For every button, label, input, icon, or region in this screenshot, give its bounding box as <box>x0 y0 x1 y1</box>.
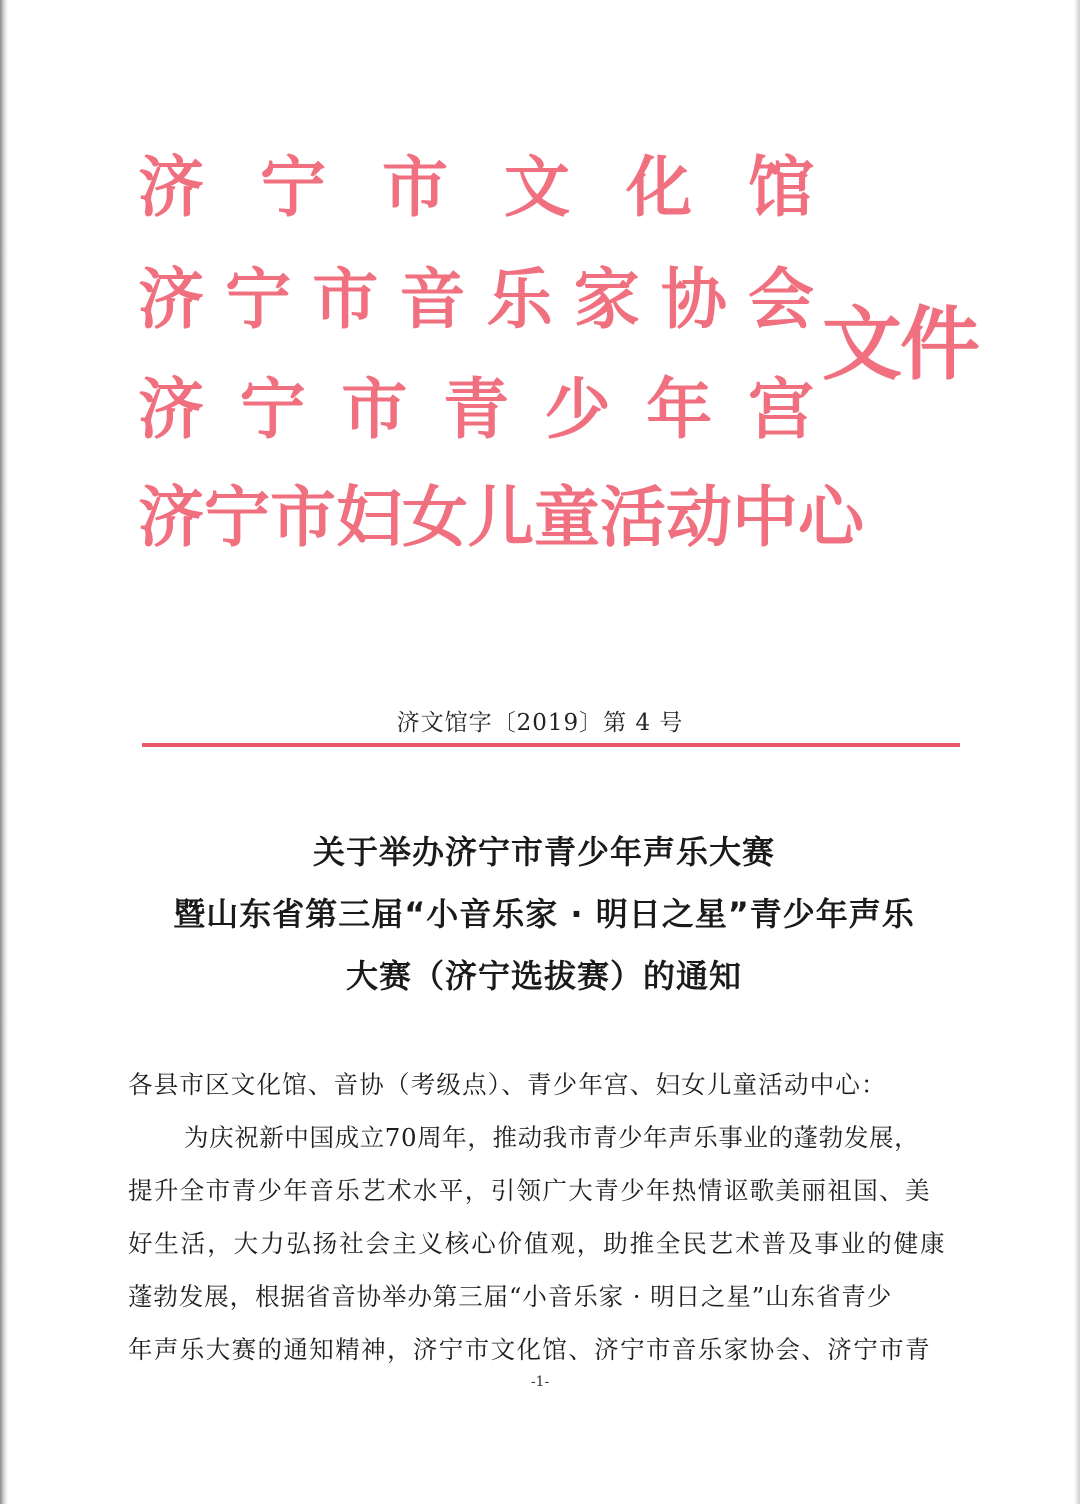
org-char: 宁 <box>260 149 326 226</box>
org-char: 馆 <box>748 149 814 226</box>
body-text-line: 为庆祝新中国成立70周年，推动我市青少年声乐事业的蓬勃发展， <box>184 1123 920 1152</box>
page-number: -1- <box>530 1374 550 1390</box>
org-char: 青 <box>442 371 509 448</box>
issuing-org-line-1 <box>138 150 814 226</box>
org-char: 协 <box>660 261 727 338</box>
org-char: 中 <box>732 479 798 556</box>
org-char: 动 <box>666 479 732 556</box>
org-char: 家 <box>573 261 640 338</box>
org-char: 女 <box>402 479 468 556</box>
org-char: 济 <box>138 261 204 338</box>
org-char: 心 <box>798 479 864 556</box>
red-separator-line <box>142 743 960 747</box>
body-text-line: 蓬勃发展，根据省音协举办第三届“小音乐家 · 明日之星”山东省青少 <box>128 1282 893 1311</box>
body-text-line: 提升全市青少年音乐艺术水平，引领广大青少年热情讴歌美丽祖国、美 <box>128 1176 931 1205</box>
org-char: 济 <box>138 371 204 448</box>
org-char: 济 <box>138 479 204 556</box>
org-char: 活 <box>600 479 666 556</box>
body-text-line: 好生活，大力弘扬社会主义核心价值观，助推全民艺术普及事业的健康 <box>128 1229 947 1258</box>
org-char: 市 <box>312 261 379 338</box>
issuing-org-line-4 <box>138 479 864 556</box>
org-char: 化 <box>626 149 692 226</box>
org-char: 文 <box>504 149 570 226</box>
org-char: 童 <box>534 479 600 556</box>
org-char: 年 <box>646 371 713 448</box>
org-char: 市 <box>270 479 336 556</box>
issuing-org-line-2 <box>138 262 814 338</box>
notice-title-line-1: 关于举办济宁市青少年声乐大赛 <box>312 833 775 871</box>
org-char: 少 <box>544 371 611 448</box>
org-char: 音 <box>399 261 466 338</box>
org-char: 市 <box>341 371 408 448</box>
org-char: 济 <box>138 149 204 226</box>
org-char: 宫 <box>747 371 814 448</box>
org-char: 乐 <box>486 261 553 338</box>
org-char: 儿 <box>468 479 534 556</box>
notice-title-line-3: 大赛（济宁选拔赛）的通知 <box>345 957 742 995</box>
file-label: 文件 <box>822 298 978 391</box>
org-char: 妇 <box>336 479 402 556</box>
addressee-line: 各县市区文化馆、音协（考级点）、青少年宫、妇女儿童活动中心： <box>128 1070 887 1099</box>
org-char: 市 <box>382 149 448 226</box>
body-text-line: 年声乐大赛的通知精神，济宁市文化馆、济宁市音乐家协会、济宁市青 <box>128 1335 931 1364</box>
org-char: 宁 <box>204 479 270 556</box>
notice-title-line-2: 暨山东省第三届“小音乐家 · 明日之星”青少年声乐 <box>173 895 915 933</box>
page-right-edge-shadow <box>1074 0 1080 1504</box>
org-char: 会 <box>747 261 814 338</box>
page-left-edge-shadow <box>0 0 8 1504</box>
org-char: 宁 <box>225 261 292 338</box>
issuing-org-line-3 <box>138 372 814 448</box>
org-char: 宁 <box>239 371 306 448</box>
document-number: 济文馆字〔2019〕第 4 号 <box>396 710 684 736</box>
